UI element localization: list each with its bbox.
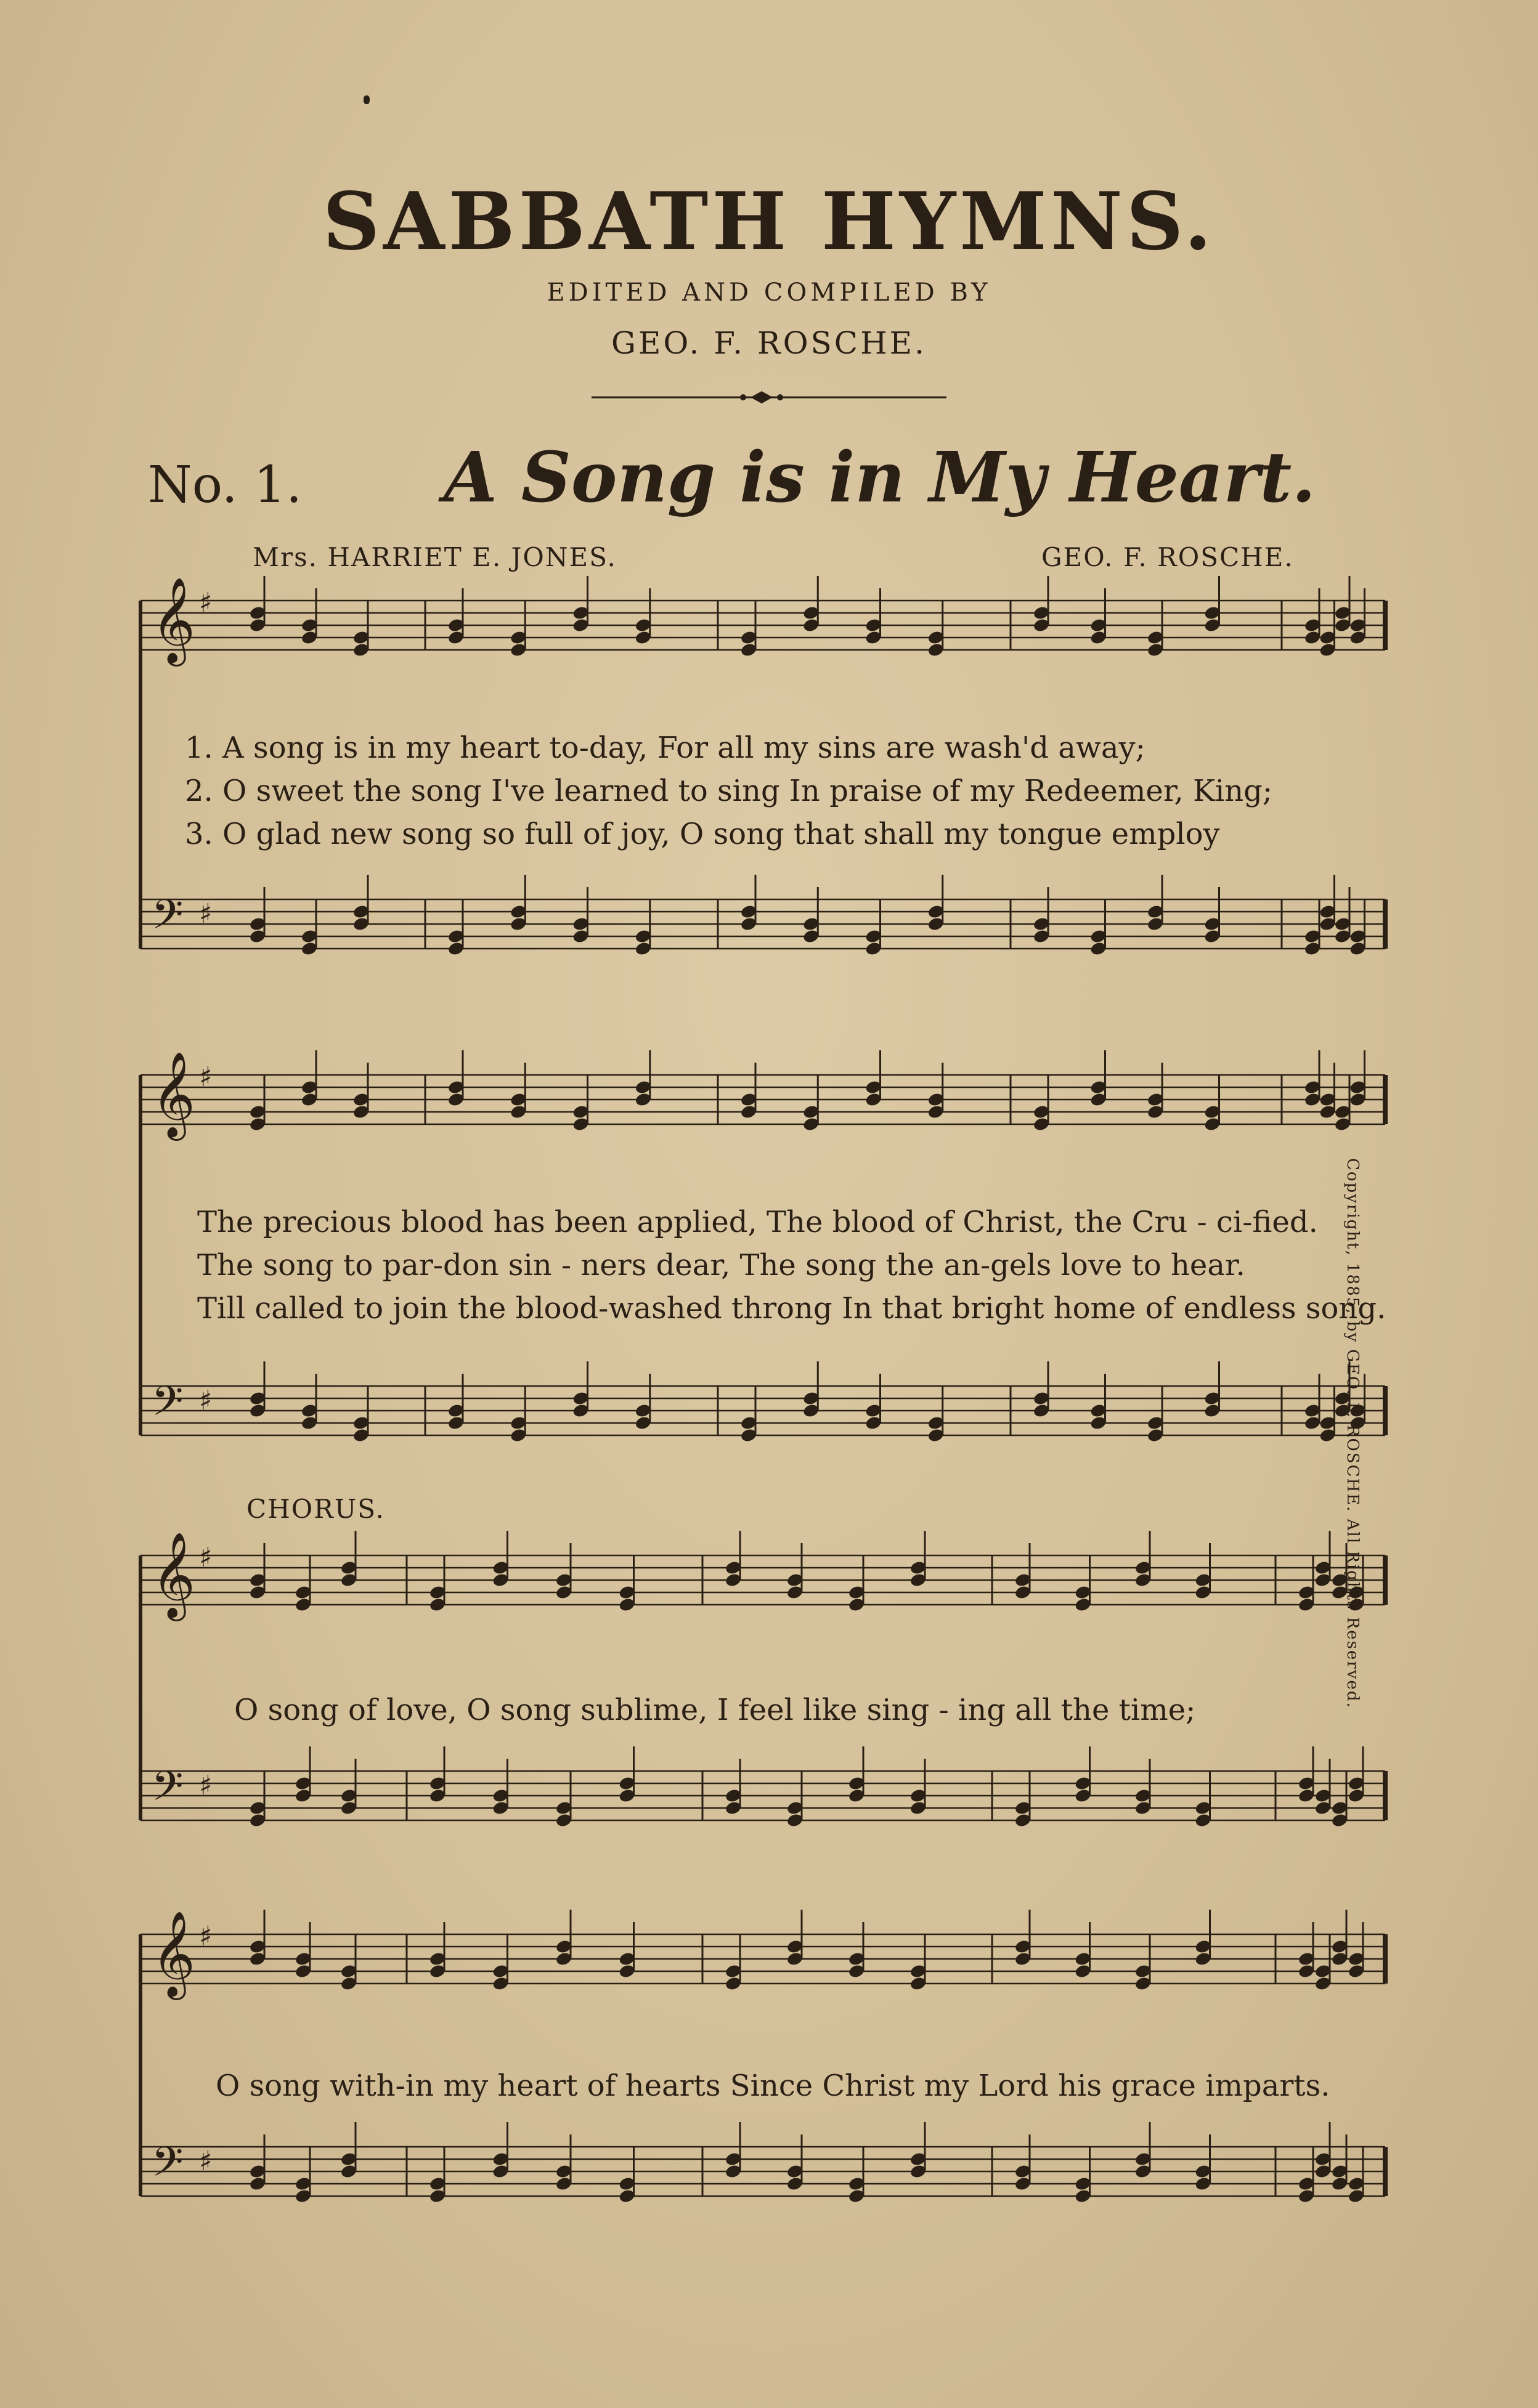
refrain-line-1: The precious blood has been applied, The blood of Christ, the Cru - ci-fied. bbox=[197, 1205, 1318, 1239]
treble-clef-icon: 𝄞 bbox=[152, 1532, 195, 1618]
verse-line-3: 3. O glad new song so full of joy, O song that shall my tongue employ bbox=[185, 817, 1220, 851]
treble-clef-icon: 𝄞 bbox=[152, 1052, 195, 1137]
editor-name: GEO. F. ROSCHE. bbox=[611, 325, 927, 361]
hymn-composer: GEO. F. ROSCHE. bbox=[1041, 542, 1294, 572]
chorus-line-2: O song with-in my heart of hearts Since Christ my Lord his grace imparts. bbox=[216, 2069, 1330, 2103]
hymn-author: Mrs. HARRIET E. JONES. bbox=[253, 542, 617, 572]
refrain-line-2: The song to par-don sin - ners dear, The song the an-gels love to hear. bbox=[197, 1248, 1245, 1283]
sharp-icon: ♯ bbox=[199, 587, 213, 618]
bass-clef-icon: 𝄢 bbox=[152, 2138, 184, 2195]
sharp-icon: ♯ bbox=[199, 1542, 213, 1573]
edited-line: EDITED AND COMPILED BY bbox=[547, 278, 991, 307]
sharp-icon: ♯ bbox=[199, 1770, 213, 1801]
bass-clef-icon: 𝄢 bbox=[152, 891, 184, 948]
bass-clef-icon: 𝄢 bbox=[152, 1377, 184, 1435]
bass-clef-icon: 𝄢 bbox=[152, 1762, 184, 1820]
sharp-icon: ♯ bbox=[199, 2146, 213, 2177]
hymn-number: No. 1. bbox=[148, 456, 303, 514]
refrain-line-3: Till called to join the blood-washed throng In that bright home of endless song. bbox=[197, 1291, 1386, 1326]
hymn-title: A Song is in My Heart. bbox=[444, 437, 1316, 518]
verse-line-1: 1. A song is in my heart to-day, For all my sins are wash'd away; bbox=[185, 731, 1145, 765]
verse-line-2: 2. O sweet the song I've learned to sing In praise of my Redeemer, King; bbox=[185, 774, 1273, 808]
sharp-icon: ♯ bbox=[199, 1061, 213, 1093]
sharp-icon: ♯ bbox=[199, 898, 213, 930]
chorus-line-1: O song of love, O song sublime, I feel like sing - ing all the time; bbox=[234, 1693, 1196, 1727]
treble-clef-icon: 𝄞 bbox=[152, 1911, 195, 1997]
sharp-icon: ♯ bbox=[199, 1385, 213, 1416]
chorus-label: CHORUS. bbox=[246, 1494, 385, 1524]
copyright-notice: Copyright, 1885, by GEO. F. ROSCHE. All Rights Reserved. bbox=[1343, 1158, 1362, 1709]
sharp-icon: ♯ bbox=[199, 1921, 213, 1952]
treble-clef-icon: 𝄞 bbox=[152, 577, 195, 663]
book-title: SABBATH HYMNS. bbox=[322, 176, 1216, 268]
